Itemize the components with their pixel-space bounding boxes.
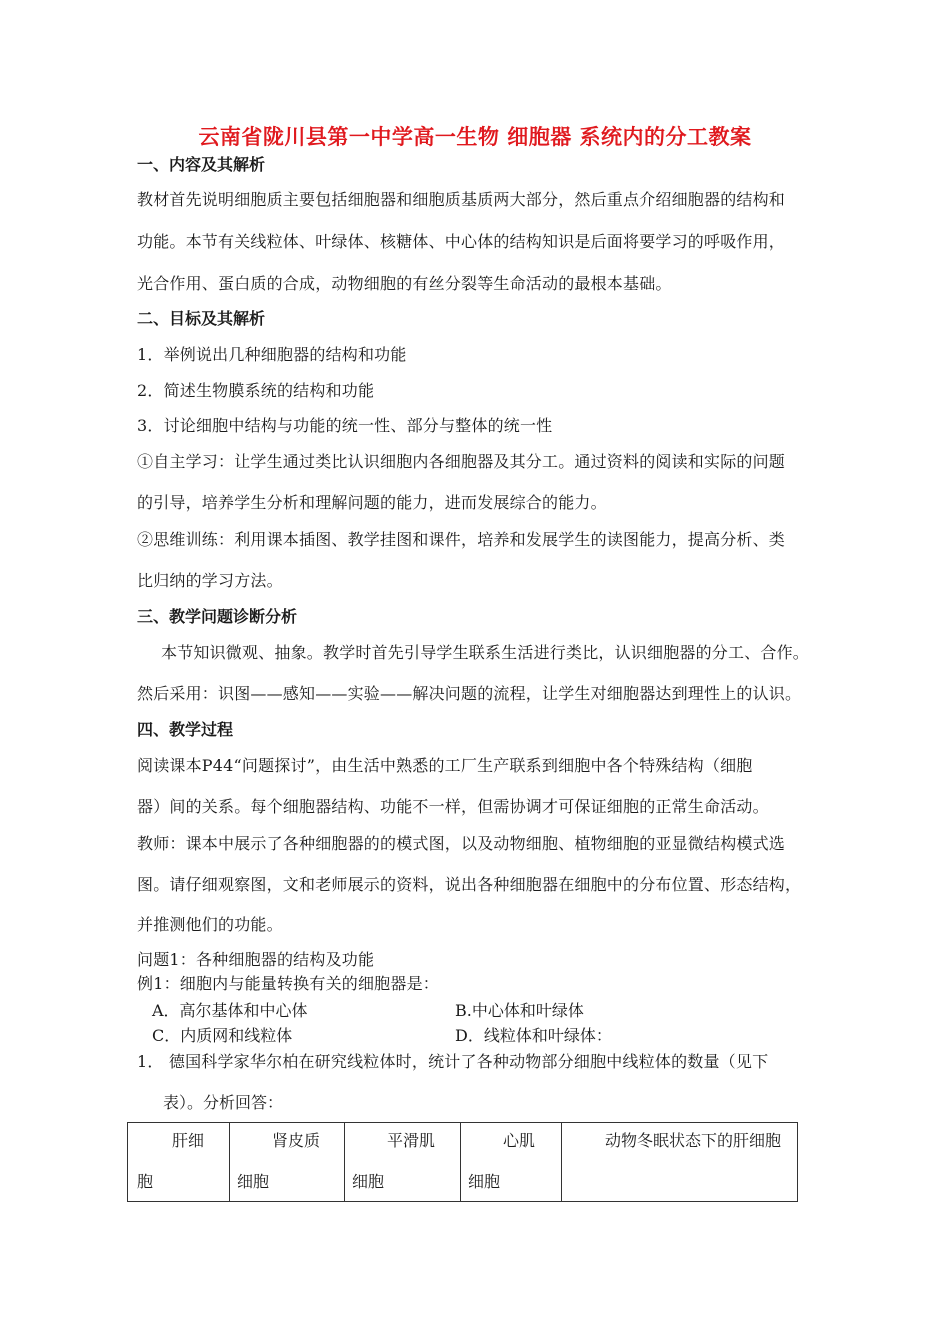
cell-text: 细胞 — [237, 1172, 270, 1191]
paragraph-line: 并推测他们的功能。 — [137, 915, 283, 934]
mitochondria-table — [127, 1122, 798, 1202]
section-heading: 三、教学问题诊断分析 — [137, 607, 298, 626]
table-header-cell — [345, 1123, 461, 1202]
cell-text: 胞 — [137, 1172, 154, 1191]
cell-text: 心肌 — [503, 1131, 536, 1150]
option-b: B.中心体和叶绿体 — [455, 1001, 584, 1020]
table-header-cell — [128, 1123, 230, 1202]
paragraph-line: ②思维训练：利用课本插图、教学挂图和课件，培养和发展学生的读图能力，提高分析、类 — [137, 530, 786, 549]
cell-text: 细胞 — [468, 1172, 501, 1191]
paragraph-line: 图。请仔细观察图，文和老师展示的资料，说出各种细胞器在细胞中的分布位置、形态结构， — [137, 875, 802, 894]
item-line: 表）。分析回答： — [163, 1093, 284, 1112]
question-title: 问题1：各种细胞器的结构及功能 — [137, 950, 375, 969]
paragraph-line: ①自主学习：让学生通过类比认识细胞内各细胞器及其分工。通过资料的阅读和实际的问题 — [137, 452, 786, 471]
section-heading: 四、教学过程 — [137, 720, 234, 739]
paragraph-line: 阅读课本P44“问题探讨”，由生活中熟悉的工厂生产联系到细胞中各个特殊结构（细胞 — [137, 756, 753, 775]
table-header-cell — [562, 1123, 798, 1202]
cell-text: 细胞 — [352, 1172, 385, 1191]
example-stem: 例1：细胞内与能量转换有关的细胞器是： — [137, 974, 439, 993]
paragraph-line: 的引导，培养学生分析和理解问题的能力，进而发展综合的能力。 — [137, 493, 607, 512]
paragraph-line: 3．讨论细胞中结构与功能的统一性、部分与整体的统一性 — [137, 416, 553, 435]
table-header-row — [128, 1123, 798, 1202]
option-c: C．内质网和线粒体 — [152, 1026, 293, 1045]
paragraph-line: 功能。本节有关线粒体、叶绿体、核糖体、中心体的结构知识是后面将要学习的呼吸作用， — [137, 232, 786, 251]
document-title: 云南省陇川县第一中学高一生物 细胞器 系统内的分工教案 — [198, 125, 752, 149]
cell-text: 肾皮质 — [272, 1131, 321, 1150]
paragraph-line: 教师：课本中展示了各种细胞器的的模式图，以及动物细胞、植物细胞的亚显微结构模式选 — [137, 834, 786, 853]
paragraph-line: 2．简述生物膜系统的结构和功能 — [137, 381, 375, 400]
paragraph-line: 器）间的关系。每个细胞器结构、功能不一样，但需协调才可保证细胞的正常生命活动。 — [137, 797, 769, 816]
item-line: 1． 德国科学家华尔柏在研究线粒体时，统计了各种动物部分细胞中线粒体的数量（见下 — [137, 1052, 769, 1071]
paragraph-line: 然后采用：识图——感知——实验——解决问题的流程，让学生对细胞器达到理性上的认识。 — [137, 684, 802, 703]
paragraph-line: 比归纳的学习方法。 — [137, 571, 283, 590]
cell-text: 动物冬眠状态下的肝细胞 — [605, 1131, 782, 1150]
option-d: D．线粒体和叶绿体： — [455, 1026, 612, 1045]
section-heading: 二、目标及其解析 — [137, 309, 266, 328]
paragraph-line: 1．举例说出几种细胞器的结构和功能 — [137, 345, 407, 364]
option-a: A．高尔基体和中心体 — [152, 1001, 308, 1020]
paragraph-line: 本节知识微观、抽象。教学时首先引导学生联系生活进行类比，认识细胞器的分工、合作。 — [161, 643, 810, 662]
paragraph-line: 教材首先说明细胞质主要包括细胞器和细胞质基质两大部分，然后重点介绍细胞器的结构和 — [137, 190, 786, 209]
section-heading: 一、内容及其解析 — [137, 155, 266, 174]
table-header-cell — [461, 1123, 562, 1202]
paragraph-line: 光合作用、蛋白质的合成，动物细胞的有丝分裂等生命活动的最根本基础。 — [137, 274, 672, 293]
cell-text: 平滑肌 — [387, 1131, 436, 1150]
table-header-cell — [230, 1123, 345, 1202]
cell-text: 肝细 — [172, 1131, 205, 1150]
